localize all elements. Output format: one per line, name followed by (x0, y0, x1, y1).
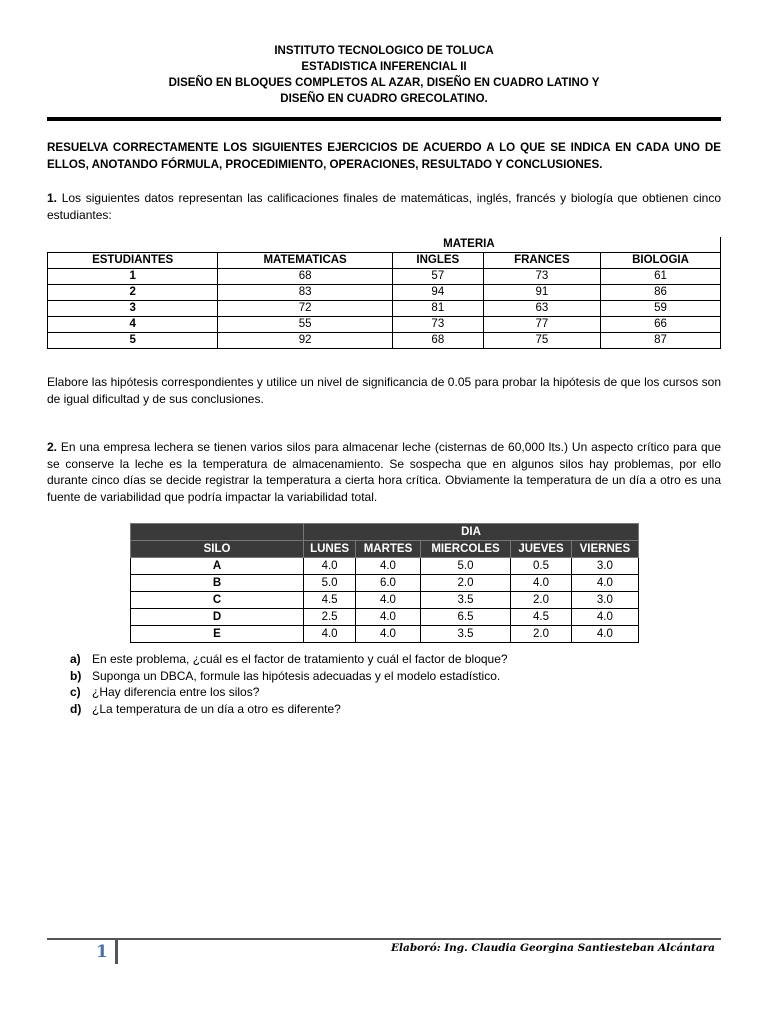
subquestion-text: Suponga un DBCA, formule las hipótesis adecuadas y el modelo estadístico. (92, 668, 501, 683)
grades-table-corner (48, 237, 218, 253)
header-course: ESTADISTICA INFERENCIAL II (301, 61, 467, 73)
page-number: 1 (96, 942, 108, 962)
table-cell: 4.0 (304, 626, 356, 643)
silo-header-row (131, 541, 639, 558)
silo-col-header: JUEVES (511, 541, 572, 558)
table-cell: 68 (392, 333, 483, 349)
table-cell: 4.0 (571, 575, 638, 592)
table-cell: 4 (48, 317, 218, 333)
question-1-text: Los siguientes datos representan las calificaciones finales de matemáticas, inglés, francés y biología que obtienen cinco estudiantes: (47, 191, 721, 222)
list-item (70, 651, 710, 668)
list-item (70, 668, 710, 685)
table-row (131, 626, 639, 643)
document-header (0, 43, 768, 107)
question-1-number: 1. (47, 191, 58, 205)
table-cell: 5.0 (420, 558, 510, 575)
question-1 (47, 190, 721, 223)
table-cell: 4.0 (356, 609, 421, 626)
table-cell: 2.0 (420, 575, 510, 592)
table-cell: 4.5 (511, 609, 572, 626)
silo-temperature-table (130, 523, 639, 643)
grades-table (47, 237, 721, 349)
table-row (48, 301, 721, 317)
table-cell: 5 (48, 333, 218, 349)
table-cell: B (131, 575, 304, 592)
subquestion-letter: b) (70, 668, 82, 683)
instructions: RESUELVA CORRECTAMENTE LOS SIGUIENTES EJERCICIOS DE ACUERDO A LO QUE SE INDICA EN CADA UNO DE ELLOS, ANOTANDO FÓRMULA, PROCEDIMIENTO, OPERACIONES, RESULTADO Y CONCLUSIONES. (47, 141, 721, 171)
question-1-instruction: Elabore las hipótesis correspondientes y utilice un nivel de significancia de 0.05 para probar la hipótesis de que los cursos son de igual dificultad y de sus conclusiones. (47, 375, 721, 406)
subquestion-letter: c) (70, 685, 81, 699)
table-cell: 73 (483, 269, 600, 285)
table-cell: 4.0 (356, 626, 421, 643)
table-cell: 63 (483, 301, 600, 317)
table-cell: 87 (601, 333, 721, 349)
silo-col-header: LUNES (304, 541, 356, 558)
table-cell: 57 (392, 269, 483, 285)
grades-group-header: MATERIA (218, 237, 721, 253)
header-topic-line2: DISEÑO EN CUADRO GRECOLATINO. (280, 93, 488, 105)
table-cell: A (131, 558, 304, 575)
table-cell: 61 (601, 269, 721, 285)
table-cell: 72 (218, 301, 393, 317)
table-cell: 3.5 (420, 592, 510, 609)
table-cell: 77 (483, 317, 600, 333)
table-cell: 91 (483, 285, 600, 301)
table-cell: 86 (601, 285, 721, 301)
grades-col-header: MATEMATICAS (218, 253, 393, 269)
table-cell: 3 (48, 301, 218, 317)
question-2-number: 2. (47, 440, 58, 454)
table-row (48, 317, 721, 333)
table-cell: 4.0 (571, 609, 638, 626)
table-row (131, 592, 639, 609)
table-row (48, 269, 721, 285)
subquestion-letter: a) (70, 652, 81, 666)
grades-col-header: ESTUDIANTES (48, 253, 218, 269)
footer-author: Elaboró: Ing. Claudia Georgina Santiesteban Alcántara (391, 942, 715, 954)
table-cell: 4.0 (356, 558, 421, 575)
table-cell: 2.5 (304, 609, 356, 626)
table-cell: 4.0 (511, 575, 572, 592)
silo-col-header: MIERCOLES (420, 541, 510, 558)
table-cell: 4.0 (571, 626, 638, 643)
table-row (131, 609, 639, 626)
subquestion-text: ¿La temperatura de un día a otro es diferente? (92, 701, 341, 716)
subquestion-text: ¿Hay diferencia entre los silos? (92, 685, 260, 699)
table-cell: 94 (392, 285, 483, 301)
header-divider (47, 117, 721, 121)
table-row (131, 558, 639, 575)
table-cell: 6.0 (356, 575, 421, 592)
table-cell: 75 (483, 333, 600, 349)
table-cell: 55 (218, 317, 393, 333)
table-cell: C (131, 592, 304, 609)
silo-col-header: SILO (131, 541, 304, 558)
table-cell: 3.5 (420, 626, 510, 643)
table-cell: 4.5 (304, 592, 356, 609)
table-cell: 3.0 (571, 592, 638, 609)
table-cell: 92 (218, 333, 393, 349)
table-cell: 1 (48, 269, 218, 285)
grades-col-header: FRANCES (483, 253, 600, 269)
question-2 (47, 439, 721, 505)
question-2-text: En una empresa lechera se tienen varios silos para almacenar leche (cisternas de 60,000 lts.) Un aspecto crítico para que se conserve la leche es la temperatura de almacenamiento. Se sospecha que en algunos silos hay problemas, por ello durante cinco días se decide registrar la temperatura a cierta hora crítica. Obviamente la temperatura de un día a otro es una fuente de variabilidad que podría impactar la variabilidad total. (47, 440, 721, 504)
table-cell: 2 (48, 285, 218, 301)
table-cell: 81 (392, 301, 483, 317)
table-row (48, 333, 721, 349)
table-cell: 2.0 (511, 592, 572, 609)
footer-divider (47, 938, 721, 940)
table-cell: 4.0 (304, 558, 356, 575)
page-number-bar (115, 940, 118, 964)
table-cell: 73 (392, 317, 483, 333)
header-institute: INSTITUTO TECNOLOGICO DE TOLUCA (274, 45, 494, 57)
table-cell: 3.0 (571, 558, 638, 575)
silo-group-header-row (131, 524, 639, 541)
table-row (48, 285, 721, 301)
table-cell: E (131, 626, 304, 643)
silo-table-corner (131, 524, 304, 541)
grades-col-header: INGLES (392, 253, 483, 269)
grades-col-header: BIOLOGIA (601, 253, 721, 269)
header-topic-line1: DISEÑO EN BLOQUES COMPLETOS AL AZAR, DISEÑO EN CUADRO LATINO Y (168, 77, 600, 89)
silo-group-header: DIA (304, 524, 639, 541)
table-cell: 0.5 (511, 558, 572, 575)
silo-col-header: MARTES (356, 541, 421, 558)
list-item (70, 684, 710, 701)
table-cell: D (131, 609, 304, 626)
question-2-subquestions (70, 651, 710, 717)
table-cell: 83 (218, 285, 393, 301)
table-cell: 59 (601, 301, 721, 317)
subquestion-letter: d) (70, 701, 82, 716)
table-cell: 6.5 (420, 609, 510, 626)
table-cell: 68 (218, 269, 393, 285)
table-cell: 5.0 (304, 575, 356, 592)
grades-header-row (48, 253, 721, 269)
table-cell: 2.0 (511, 626, 572, 643)
table-row (131, 575, 639, 592)
silo-col-header: VIERNES (571, 541, 638, 558)
table-cell: 4.0 (356, 592, 421, 609)
list-item (70, 701, 710, 718)
table-cell: 66 (601, 317, 721, 333)
subquestion-text: En este problema, ¿cuál es el factor de tratamiento y cuál el factor de bloque? (92, 652, 508, 666)
